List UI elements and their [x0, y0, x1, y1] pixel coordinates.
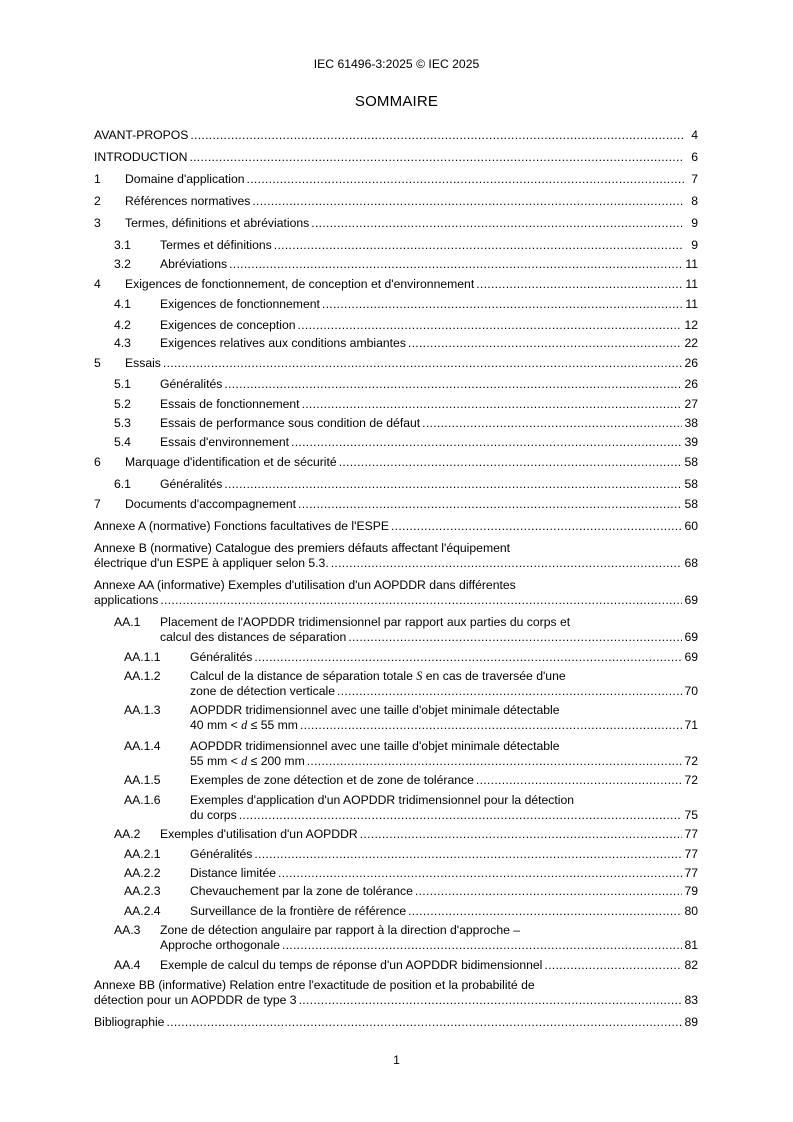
toc-number: AA.2.2: [124, 866, 161, 880]
leader-dots: [190, 128, 684, 143]
toc-page: 72: [684, 754, 698, 768]
toc-number: 4: [94, 277, 101, 291]
toc-page: 89: [684, 1015, 698, 1029]
toc-entry-aa-1-4[interactable]: [124, 739, 698, 769]
toc-number: AA.2: [114, 827, 141, 841]
toc-page: 58: [684, 477, 698, 491]
page-title: SOMMAIRE: [354, 93, 439, 110]
leader-dots: [298, 318, 683, 333]
toc-page: 83: [684, 993, 698, 1007]
toc-entry-aa-3[interactable]: [114, 923, 698, 953]
toc-entry-aa-1-6[interactable]: [124, 793, 698, 823]
toc-page: 75: [684, 808, 698, 822]
toc-number: 6.1: [114, 477, 131, 491]
toc-entry-4-3[interactable]: [114, 336, 698, 351]
toc-label: Abréviations: [160, 257, 228, 271]
toc-page: 79: [684, 884, 698, 898]
toc-page: 69: [684, 593, 698, 607]
toc-page: 12: [684, 318, 698, 332]
toc-label: Exemples d'utilisation d'un AOPDDR: [160, 827, 358, 841]
toc-number: AA.1: [114, 615, 141, 629]
toc-label: Marquage d'identification et de sécurité: [125, 455, 337, 469]
toc-label-line1: Placement de l'AOPDDR tridimensionnel par rapport aux parties du corps et: [160, 615, 571, 629]
toc-label: Approche orthogonale: [160, 938, 280, 952]
leader-dots: [239, 808, 683, 823]
toc-number: AA.2.1: [124, 847, 161, 861]
toc-label: Domaine d'application: [125, 172, 245, 186]
toc-number: 5: [94, 356, 101, 370]
leader-dots: [331, 556, 683, 571]
toc-label: Généralités: [190, 650, 253, 664]
leader-dots: [166, 1015, 682, 1030]
toc-page: 8: [691, 194, 698, 208]
toc-page: 38: [684, 416, 698, 430]
leader-dots: [254, 847, 682, 862]
toc-number: AA.1.4: [124, 739, 161, 753]
toc-page: 82: [684, 958, 698, 972]
toc-entry-aa-1-1[interactable]: [124, 650, 698, 665]
toc-entry-2[interactable]: [94, 194, 698, 209]
toc-page: 58: [684, 497, 698, 511]
toc-number: AA.4: [114, 958, 141, 972]
leader-dots: [408, 904, 682, 919]
leader-dots: [254, 650, 682, 665]
toc-page: 81: [684, 938, 698, 952]
toc-page: 69: [684, 630, 698, 644]
toc-number: 5.3: [114, 416, 131, 430]
leader-dots: [282, 938, 683, 953]
leader-dots: [291, 435, 682, 450]
leader-dots: [311, 216, 684, 231]
toc-page: 9: [691, 238, 698, 252]
toc-label: Termes, définitions et abréviations: [125, 216, 310, 230]
toc-label: Essais de fonctionnement: [160, 397, 300, 411]
toc-entry-bibliographie[interactable]: [94, 1015, 698, 1030]
toc-number: AA.1.6: [124, 793, 161, 807]
toc-entry-aa-1-3[interactable]: [124, 703, 698, 733]
toc-number: 3: [94, 216, 101, 230]
leader-dots: [544, 958, 682, 973]
toc-entry-3-2[interactable]: [114, 257, 698, 272]
toc-entry-annexe-aa[interactable]: [94, 578, 698, 608]
toc-label: Essais de performance sous condition de défaut: [160, 416, 421, 430]
toc-number: AA.3: [114, 923, 141, 937]
toc-entry-aa-2-1[interactable]: [124, 847, 698, 862]
toc-page: 7: [691, 172, 698, 186]
toc-page: 11: [685, 257, 698, 271]
toc-label: du corps: [190, 808, 237, 822]
toc-entry-4-2[interactable]: [114, 318, 698, 333]
toc-entry-aa-4[interactable]: [114, 958, 698, 973]
toc-label: Exemples de zone détection et de zone de tolérance: [190, 773, 474, 787]
toc-number: AA.2.3: [124, 884, 161, 898]
toc-page: 58: [684, 455, 698, 469]
toc-label: 55 mm <: [190, 754, 242, 768]
toc-page: 11: [685, 277, 698, 291]
toc-label: Essais: [125, 356, 161, 370]
toc-label: électrique d'un ESPE à appliquer selon 5.3.: [94, 556, 329, 570]
toc-label-line1: Annexe AA (informative) Exemples d'utilisation d'un AOPDDR dans différentes: [94, 578, 516, 592]
leader-dots: [307, 754, 683, 769]
toc-label-line1: Calcul de la distance de séparation totale: [190, 669, 417, 683]
toc-label: INTRODUCTION: [94, 150, 188, 164]
toc-entry-5[interactable]: [94, 356, 698, 371]
toc-entry-aa-1[interactable]: [114, 615, 698, 645]
leader-dots: [302, 397, 683, 412]
toc-number: 3.1: [114, 238, 131, 252]
toc-page: 4: [691, 128, 698, 142]
toc-page: 39: [684, 435, 698, 449]
toc-label: 40 mm <: [190, 718, 242, 732]
leader-dots: [224, 377, 682, 392]
toc-entry-aa-1-5[interactable]: [124, 773, 698, 788]
toc-entry-aa-1-2[interactable]: [124, 669, 698, 699]
toc-page: 77: [684, 847, 698, 861]
toc-number: 7: [94, 497, 101, 511]
toc-page: 27: [684, 397, 698, 411]
toc-number: 2: [94, 194, 101, 208]
toc-number: AA.1.3: [124, 703, 161, 717]
toc-entry-4-1[interactable]: [114, 297, 698, 312]
toc-label: Annexe A (normative) Fonctions facultatives de l'ESPE: [94, 519, 389, 533]
leader-dots: [391, 519, 682, 534]
toc-entry-7[interactable]: [94, 497, 698, 512]
symbol-s: S: [416, 669, 423, 683]
leader-dots: [300, 718, 682, 733]
toc-entry-introduction[interactable]: [94, 150, 698, 165]
toc-entry-5-3[interactable]: [114, 416, 698, 431]
toc-entry-5-4[interactable]: [114, 435, 698, 450]
toc-entry-5-2[interactable]: [114, 397, 698, 412]
toc-label-line1: AOPDDR tridimensionnel avec une taille d'objet minimale détectable: [190, 703, 560, 717]
leader-dots: [252, 194, 684, 209]
leader-dots: [360, 827, 683, 842]
toc-label: Documents d'accompagnement: [125, 497, 297, 511]
leader-dots: [337, 684, 682, 699]
toc-label-line1-end: en cas de traversée d'une: [422, 669, 566, 683]
toc-entry-avant-propos[interactable]: [94, 128, 698, 143]
toc-number: 4.2: [114, 318, 131, 332]
leader-dots: [299, 993, 683, 1008]
toc-number: 6: [94, 455, 101, 469]
toc-entry-4[interactable]: [94, 277, 698, 292]
toc-label: Généralités: [190, 847, 253, 861]
toc-number: 1: [94, 172, 101, 186]
toc-page: 77: [684, 866, 698, 880]
toc-entry-1[interactable]: [94, 172, 698, 187]
toc-label: Exigences de fonctionnement: [160, 297, 320, 311]
leader-dots: [229, 257, 683, 272]
toc-label-line1: Zone de détection angulaire par rapport à la direction d'approche –: [160, 923, 521, 937]
leader-dots: [247, 172, 684, 187]
toc-label-line1: Exemples d'application d'un AOPDDR tridimensionnel pour la détection: [190, 793, 575, 807]
leader-dots: [476, 773, 683, 788]
toc-label-end: ≤ 55 mm: [247, 718, 298, 732]
toc-page: 60: [684, 519, 698, 533]
toc-number: AA.1.5: [124, 773, 161, 787]
symbol-d: d: [241, 754, 248, 768]
toc-label: Exigences relatives aux conditions ambiantes: [160, 336, 406, 350]
toc-label-line1: AOPDDR tridimensionnel avec une taille d'objet minimale détectable: [190, 739, 560, 753]
toc-label: Surveillance de la frontière de référence: [190, 904, 407, 918]
toc-entry-3-1[interactable]: [114, 238, 698, 253]
document-header: IEC 61496-3:2025 © IEC 2025: [313, 57, 480, 71]
toc-entry-aa-2-3[interactable]: [124, 884, 698, 899]
toc-label: Exemple de calcul du temps de réponse d'un AOPDDR bidimensionnel: [160, 958, 543, 972]
leader-dots: [163, 356, 683, 371]
toc-page: 70: [684, 684, 698, 698]
leader-dots: [278, 866, 682, 881]
toc-number: AA.1.1: [124, 650, 161, 664]
toc-page: 71: [684, 718, 698, 732]
toc-page: 9: [691, 216, 698, 230]
leader-dots: [408, 336, 683, 351]
toc-page: 26: [684, 377, 698, 391]
toc-label: Distance limitée: [190, 866, 277, 880]
toc-label: zone de détection verticale: [190, 684, 335, 698]
toc-label: Bibliographie: [94, 1015, 165, 1029]
toc-entry-3[interactable]: [94, 216, 698, 231]
toc-entry-5-1[interactable]: [114, 377, 698, 392]
leader-dots: [224, 477, 682, 492]
toc-label-end: ≤ 200 mm: [247, 754, 305, 768]
symbol-d: d: [241, 718, 248, 732]
toc-label: Exigences de fonctionnement, de conception et d'environnement: [125, 277, 475, 291]
leader-dots: [298, 497, 682, 512]
toc-number: 5.2: [114, 397, 131, 411]
toc-label: calcul des distances de séparation: [160, 630, 347, 644]
toc-number: 4.3: [114, 336, 131, 350]
toc-label: Généralités: [160, 377, 223, 391]
toc-page: 80: [684, 904, 698, 918]
toc-label: Termes et définitions: [160, 238, 272, 252]
toc-label: AVANT-PROPOS: [94, 128, 189, 142]
toc-number: 4.1: [114, 297, 131, 311]
toc-number: AA.2.4: [124, 904, 161, 918]
toc-label: Chevauchement par la zone de tolérance: [190, 884, 413, 898]
toc-number: AA.1.2: [124, 669, 161, 683]
toc-label: Références normatives: [125, 194, 251, 208]
toc-page: 68: [684, 556, 698, 570]
toc-entry-annexe-b[interactable]: [94, 541, 698, 571]
toc-entry-aa-2[interactable]: [114, 827, 698, 842]
toc-entry-6-1[interactable]: [114, 477, 698, 492]
leader-dots: [415, 884, 683, 899]
toc-number: 5.4: [114, 435, 131, 449]
leader-dots: [189, 150, 684, 165]
toc-page: 69: [684, 650, 698, 664]
toc-label-line1: Annexe B (normative) Catalogue des premiers défauts affectant l'équipement: [94, 541, 511, 555]
toc-label-line1: Annexe BB (informative) Relation entre l'exactitude de position et la probabilité de: [94, 978, 535, 992]
toc-page: 6: [691, 150, 698, 164]
toc-entry-aa-2-2[interactable]: [124, 866, 698, 881]
leader-dots: [322, 297, 683, 312]
toc-number: 5.1: [114, 377, 131, 391]
leader-dots: [476, 277, 683, 292]
leader-dots: [339, 455, 683, 470]
toc-number: 3.2: [114, 257, 131, 271]
toc-entry-annexe-bb[interactable]: [94, 978, 698, 1008]
leader-dots: [348, 630, 682, 645]
toc-label: Exigences de conception: [160, 318, 296, 332]
leader-dots: [160, 593, 682, 608]
toc-entry-aa-2-4[interactable]: [124, 904, 698, 919]
toc-page: 22: [684, 336, 698, 350]
toc-entry-annexe-a[interactable]: [94, 519, 698, 534]
toc-label: Généralités: [160, 477, 223, 491]
toc-page: 11: [685, 297, 698, 311]
toc-label: Essais d'environnement: [160, 435, 290, 449]
toc-page: 72: [684, 773, 698, 787]
leader-dots: [422, 416, 682, 431]
page-number: 1: [393, 1053, 400, 1067]
leader-dots: [274, 238, 684, 253]
toc-page: 77: [684, 827, 698, 841]
toc-entry-6[interactable]: [94, 455, 698, 470]
toc-label: détection pour un AOPDDR de type 3: [94, 993, 297, 1007]
toc-label: applications: [94, 593, 159, 607]
toc-page: 26: [684, 356, 698, 370]
